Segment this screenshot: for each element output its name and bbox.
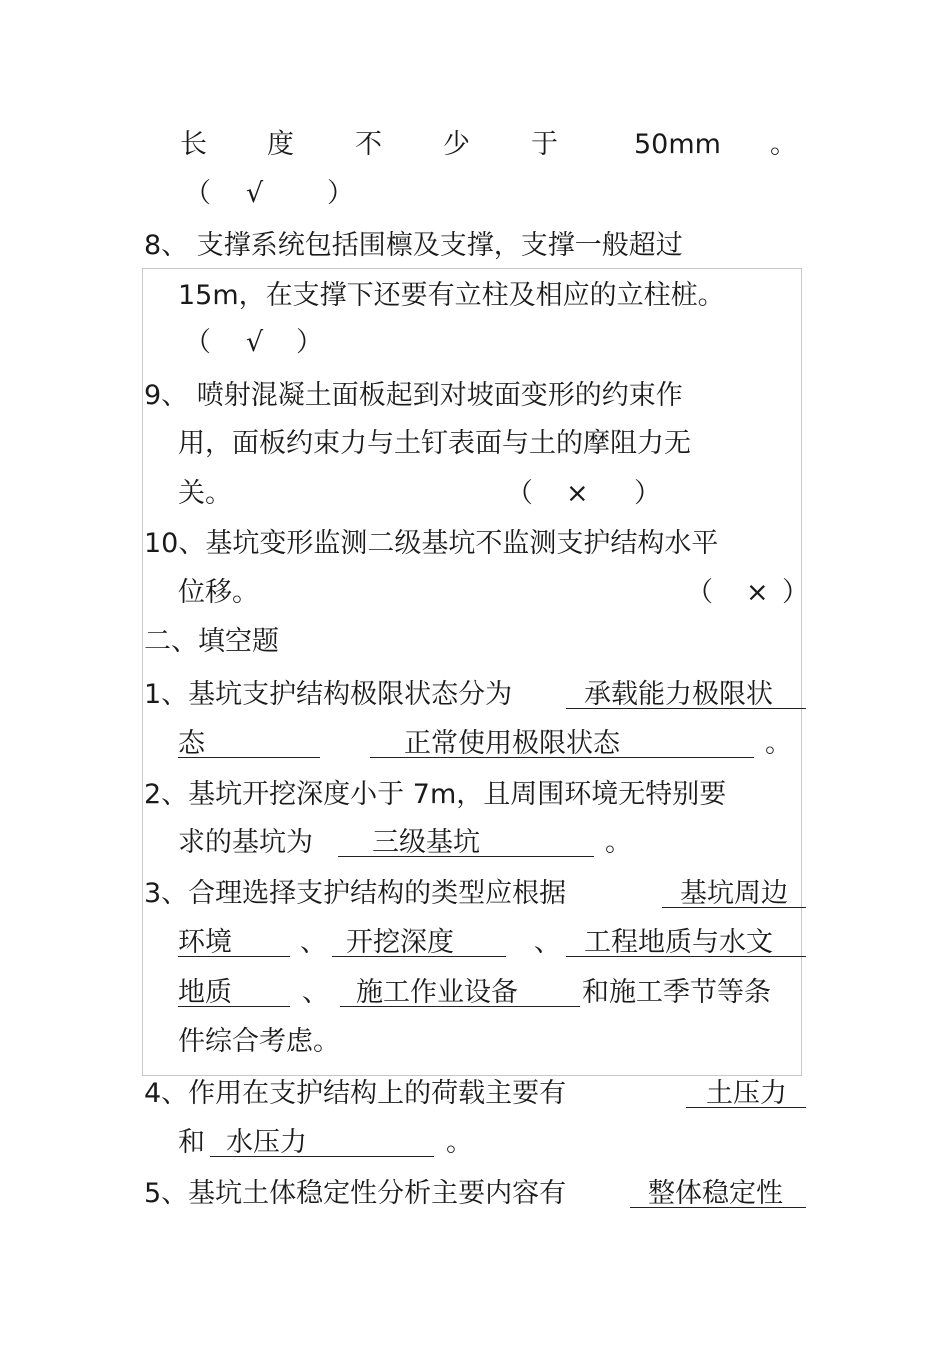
q9-line2: 用，面板约束力与土钉表面与土的摩阻力无 (178, 428, 691, 459)
q7-word: 度 (267, 129, 294, 160)
paren-close: ） (634, 478, 661, 509)
cross-mark: × (566, 478, 589, 509)
paren-close: ） (327, 178, 354, 209)
paren-open: （ (686, 577, 713, 608)
f3-answer4: 施工作业设备 (356, 977, 518, 1008)
f3-answer2: 开挖深度 (346, 927, 454, 958)
f5-answer1: 整体稳定性 (648, 1178, 783, 1209)
f4-line1: 4、作用在支护结构上的荷载主要有 (144, 1078, 567, 1109)
f1-answer1b: 态 (178, 728, 205, 759)
f5-blank1 (630, 1207, 806, 1208)
f4-line2: 和 (178, 1127, 205, 1158)
f4-answer2: 水压力 (226, 1127, 307, 1158)
q7-word: 50mm (634, 129, 721, 160)
paren-close: ） (296, 327, 323, 358)
f3-line1: 3、合理选择支护结构的类型应根据 (144, 878, 567, 909)
f3-answer3b: 地质 (178, 977, 232, 1008)
check-mark: √ (246, 178, 264, 209)
f4-blank1 (686, 1107, 806, 1108)
f3-answer1a: 基坑周边 (680, 878, 788, 909)
q10-line2: 位移。 (178, 577, 259, 608)
f1-answer1a: 承载能力极限状 (584, 679, 773, 710)
f3-answer1b: 环境 (178, 927, 232, 958)
f3-blank1b (178, 956, 290, 957)
f3-line4: 件综合考虑。 (178, 1026, 340, 1057)
f5-line1: 5、基坑土体稳定性分析主要内容有 (144, 1178, 567, 1209)
f1-blank1a (566, 708, 806, 709)
q7-word: 不 (355, 129, 382, 160)
q7-word: 于 (531, 129, 558, 160)
paren-open: （ (506, 478, 533, 509)
q7-word: 。 (770, 129, 797, 160)
f2-answer: 三级基坑 (372, 827, 480, 858)
q10-line1: 10、基坑变形监测二级基坑不监测支护结构水平 (144, 528, 719, 559)
f3-blank3a (566, 956, 806, 957)
paren-open: （ (184, 327, 211, 358)
q7-word: 少 (443, 129, 470, 160)
f3-sep2: 、 (534, 927, 561, 958)
f3-tail: 和施工季节等条 (582, 977, 771, 1008)
f1-blank2 (370, 757, 754, 758)
f4-end: 。 (446, 1127, 473, 1158)
q9-line1: 9、 喷射混凝土面板起到对坡面变形的约束作 (144, 380, 683, 411)
f2-end: 。 (605, 827, 632, 858)
f3-blank4 (340, 1006, 580, 1007)
f2-blank (338, 856, 594, 857)
check-mark: √ (246, 327, 264, 358)
f3-sep1: 、 (300, 927, 327, 958)
q7-word: 长 (180, 129, 207, 160)
f3-blank2 (332, 956, 506, 957)
f3-blank3b (178, 1006, 290, 1007)
f1-end: 。 (765, 728, 792, 759)
paren-open: （ (184, 178, 211, 209)
f4-blank2 (210, 1156, 434, 1157)
f3-answer3a: 工程地质与水文 (584, 927, 773, 958)
paren-close: ） (782, 577, 809, 608)
f4-answer1: 土压力 (706, 1078, 787, 1109)
q8-line1: 8、 支撑系统包括围檩及支撑，支撑一般超过 (144, 230, 683, 261)
f3-sep3: 、 (302, 977, 329, 1008)
f2-line1: 2、基坑开挖深度小于 7m，且周围环境无特别要 (144, 779, 727, 810)
f3-blank1a (662, 907, 806, 908)
f2-line2: 求的基坑为 (178, 827, 313, 858)
f1-answer2: 正常使用极限状态 (404, 728, 620, 759)
section-title: 二、填空题 (144, 626, 279, 657)
q9-line3: 关。 (178, 478, 232, 509)
f1-line1: 1、基坑支护结构极限状态分为 (144, 679, 513, 710)
q8-line2: 15m，在支撑下还要有立柱及相应的立柱桩。 (178, 280, 725, 311)
f1-blank1b (178, 757, 320, 758)
cross-mark: × (746, 577, 769, 608)
